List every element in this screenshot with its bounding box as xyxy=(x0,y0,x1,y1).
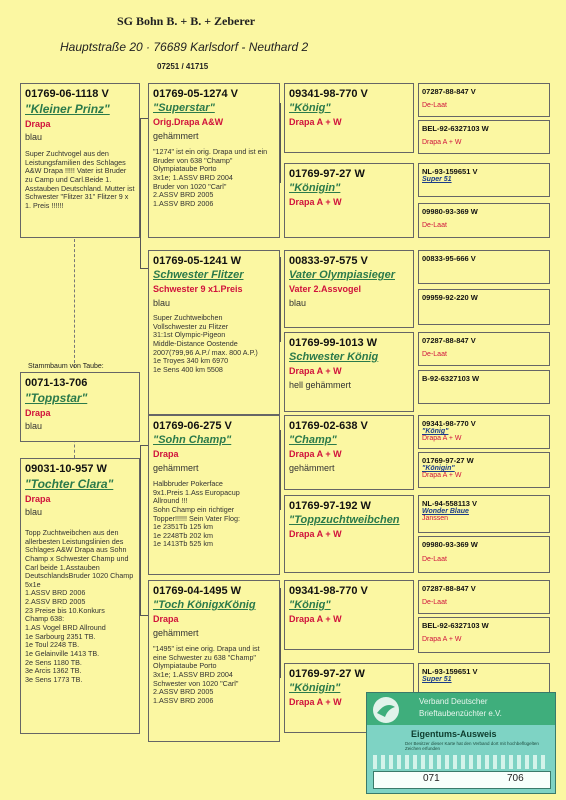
gen3-ring: 00833-97-575 V xyxy=(289,255,368,267)
sire-name: "Kleiner Prinz" xyxy=(25,102,110,116)
gen3-name: Vater Olympiasieger xyxy=(289,269,395,281)
gen2-name: "Superstar" xyxy=(153,102,215,114)
gen3-ring: 01769-97-192 W xyxy=(289,500,371,512)
gen3-name: "Königin" xyxy=(289,182,341,194)
gen2-text: Super Zuchtweibchen Vollschwester zu Flitzer 31:1st Olympic-Pigeon Middle-Distance Oostende 2007(799,96 A.P./ max. 800 A.P.) 1e Troyes 340 km 6970 1e Sens 400 km 5508 xyxy=(153,313,258,374)
gen3-color: hell gehämmert xyxy=(289,380,352,390)
dam-breed: Drapa xyxy=(25,494,51,504)
gen4-breed: De-Laat xyxy=(422,351,447,358)
gen4-breed: Drapa A + W xyxy=(422,435,462,442)
gen4-card xyxy=(418,250,550,284)
gen4-ring: 09341-98-770 V xyxy=(422,419,476,428)
gen3-card xyxy=(284,163,414,238)
gen2-breed: Orig.Drapa A&W xyxy=(153,117,224,127)
gen4-name: Super 51 xyxy=(422,176,452,183)
gen3-ring: 01769-97-27 W xyxy=(289,168,365,180)
dove-logo-icon xyxy=(371,695,401,725)
gen4-name: Super 51 xyxy=(422,676,452,683)
gen4-card xyxy=(418,536,550,573)
gen2-card xyxy=(148,250,280,415)
gen4-card xyxy=(418,203,550,238)
gen4-ring: BEL-92-6327103 W xyxy=(422,621,489,630)
card-org2: Brieftaubenzüchter e.V. xyxy=(419,709,502,718)
gen4-ring: 09980-93-369 W xyxy=(422,207,478,216)
gen2-ring: 01769-05-1274 V xyxy=(153,88,239,100)
ownership-card xyxy=(366,692,556,794)
gen3-breed: Drapa A + W xyxy=(289,449,342,459)
gen3-name: "König" xyxy=(289,599,331,611)
gen4-ring: NL-94-558113 V xyxy=(422,499,478,508)
pigeon-card xyxy=(20,372,140,442)
gen4-card xyxy=(418,163,550,197)
club-phone: 07251 / 41715 xyxy=(157,62,209,71)
gen2-card xyxy=(148,83,280,238)
gen3-color: gehämmert xyxy=(289,463,335,473)
gen4-ring: NL-93-159651 V xyxy=(422,667,478,676)
gen2-ring: 01769-06-275 V xyxy=(153,420,232,432)
gen4-breed: Drapa A + W xyxy=(422,636,462,643)
gen2-color: blau xyxy=(153,298,171,308)
gen2-color: gehämmert xyxy=(153,131,199,141)
gen3-card xyxy=(284,332,414,412)
gen2-card xyxy=(148,415,280,575)
gen3-name: "König" xyxy=(289,102,331,114)
gen3-breed: Drapa A + W xyxy=(289,117,342,127)
pigeon-breed: Drapa xyxy=(25,408,51,418)
gen2-ring: 01769-05-1241 W xyxy=(153,255,242,267)
gen4-breed: Janssen xyxy=(422,515,449,522)
gen4-breed: Drapa A + W xyxy=(422,139,462,146)
pigeon-name: "Toppstar" xyxy=(25,391,88,405)
gen3-ring: 01769-97-27 W xyxy=(289,668,365,680)
gen2-text: Halbbruder Pokerface 9x1.Preis 1.Ass Europacup Allround !!! Sohn Champ ein richtiger Topper!!!!!! Sein Vater Flog: 1e 2351Tb 125 km 1e 2248Tb 202 km 1e 1413Tb 525 km xyxy=(153,479,240,549)
gen4-card xyxy=(418,580,550,614)
gen4-card xyxy=(418,452,550,488)
gen4-breed: De-Laat xyxy=(422,102,447,109)
gen4-breed: De-Laat xyxy=(422,222,447,229)
pigeon-ring: 0071-13-706 xyxy=(25,377,88,389)
gen4-ring: 01769-97-27 W xyxy=(422,456,474,465)
gen3-breed: Drapa A + W xyxy=(289,529,342,539)
gen3-breed: Vater 2.Assvogel xyxy=(289,284,362,294)
gen4-ring: BEL-92-6327103 W xyxy=(422,124,489,133)
gen2-color: gehämmert xyxy=(153,628,199,638)
gen3-ring: 01769-02-638 V xyxy=(289,420,368,432)
gen4-ring: 00833-95-666 V xyxy=(422,254,476,263)
gen4-ring: 09980-93-369 W xyxy=(422,540,478,549)
gen3-color: blau xyxy=(289,298,307,308)
gen4-ring: 07287-88-847 V xyxy=(422,87,476,96)
gen2-ring: 01769-04-1495 W xyxy=(153,585,242,597)
sire-breed: Drapa xyxy=(25,119,51,129)
dam-ring: 09031-10-957 W xyxy=(25,463,107,475)
gen4-card xyxy=(418,495,550,533)
gen4-card xyxy=(418,83,550,117)
gen3-breed: Drapa A + W xyxy=(289,197,342,207)
gen4-name: "Königin" xyxy=(422,465,455,472)
gen4-card xyxy=(418,332,550,366)
sire-color: blau xyxy=(25,132,43,142)
gen4-card xyxy=(418,370,550,404)
gen4-card xyxy=(418,415,550,449)
pigeon-color: blau xyxy=(25,421,43,431)
gen2-breed: Drapa xyxy=(153,614,179,624)
gen3-name: "Königin" xyxy=(289,682,341,694)
dam-text: Topp Zuchtweibchen aus den allerbesten Leistungslinien des Schlages A&W Drapa aus Sohn Champ x Schwester Champ und Carl beide 1.Asstauben DeutschlandsBruder 1020 Champ 5x1e 1.ASSV BRD 2006 2.ASSV BRD 2005 23 Preise bis 10.Konkurs Champ 638: 1.AS Vogel BRD Allround 1e Sarbourg 2351 TB. 1e Toul 2248 TB. 1e Gelainville 1413 TB. 2e Sens 1180 TB. 3e Arcis 1362 TB. 3e Sens 1773 TB. xyxy=(25,528,134,684)
gen4-card xyxy=(418,663,550,693)
card-title: Eigentums-Ausweis xyxy=(411,729,497,739)
gen4-card xyxy=(418,289,550,325)
gen2-breed: Schwester 9 x1.Preis xyxy=(153,284,243,294)
gen3-card xyxy=(284,495,414,573)
gen2-text: "1495" ist eine orig. Drapa und ist eine Schwester zu 638 "Champ" Olympiataube Porto 3x1e; 1.ASSV BRD 2004 Schwester von 1020 "Carl" 2.ASSV BRD 2005 1.ASSV BRD 2006 xyxy=(153,644,260,705)
gen3-name: "Champ" xyxy=(289,434,337,446)
gen4-breed: De-Laat xyxy=(422,556,447,563)
sire-card xyxy=(20,83,140,238)
card-small-text: Der Besitzer dieser Karte hat den Verband dort mit hochbeflügelten Zeichen erfunden xyxy=(405,741,539,752)
dam-card xyxy=(20,458,140,734)
card-number-1: 071 xyxy=(423,773,440,784)
gen2-color: gehämmert xyxy=(153,463,199,473)
gen2-breed: Drapa xyxy=(153,449,179,459)
gen3-card xyxy=(284,415,414,490)
gen3-ring: 09341-98-770 V xyxy=(289,88,368,100)
gen3-name: "Toppzuchtweibchen xyxy=(289,514,400,526)
gen4-card xyxy=(418,617,550,653)
pedigree-label: Stammbaum von Taube: xyxy=(28,363,104,370)
gen3-breed: Drapa A + W xyxy=(289,366,342,376)
gen3-ring: 09341-98-770 V xyxy=(289,585,368,597)
gen2-text: "1274" ist ein orig. Drapa und ist ein Bruder von 638 "Champ" Olympiataube Porto 3x1e; 1.ASSV BRD 2004 Bruder von 1020 "Carl" 2.ASSV BRD 2005 1.ASSV BRD 2006 xyxy=(153,147,268,208)
gen2-name: Schwester Flitzer xyxy=(153,269,244,281)
gen3-card xyxy=(284,83,414,153)
club-name: SG Bohn B. + B. + Zeberer xyxy=(117,14,256,28)
card-number-2: 706 xyxy=(507,773,524,784)
gen2-name: "Sohn Champ" xyxy=(153,434,232,446)
gen4-ring: 07287-88-847 V xyxy=(422,584,476,593)
sire-ring: 01769-06-1118 V xyxy=(25,88,109,100)
gen3-breed: Drapa A + W xyxy=(289,697,342,707)
dam-color: blau xyxy=(25,507,43,517)
gen4-ring: B-92-6327103 W xyxy=(422,374,480,383)
club-address: Hauptstraße 20 · 76689 Karlsdorf - Neuthard 2 xyxy=(60,40,309,54)
gen4-ring: 07287-88-847 V xyxy=(422,336,476,345)
card-org1: Verband Deutscher xyxy=(419,697,488,706)
gen4-breed: Drapa A + W xyxy=(422,472,462,479)
gen4-name: Wonder Blaue xyxy=(422,508,469,515)
gen4-breed: De-Laat xyxy=(422,599,447,606)
gen3-card xyxy=(284,250,414,328)
gen3-ring: 01769-99-1013 W xyxy=(289,337,378,349)
gen4-name: "König" xyxy=(422,428,449,435)
gen2-card xyxy=(148,580,280,742)
gen3-name: Schwester König xyxy=(289,351,379,363)
gen4-card xyxy=(418,120,550,154)
gen3-breed: Drapa A + W xyxy=(289,614,342,624)
gen2-name: "Toch KönigxKönig xyxy=(153,599,256,611)
gen4-ring: NL-93-159651 V xyxy=(422,167,478,176)
gen3-card xyxy=(284,580,414,650)
gen4-ring: 09959-92-220 W xyxy=(422,293,478,302)
dam-name: "Tochter Clara" xyxy=(25,477,114,491)
sire-text: Super Zuchtvogel aus den Leistungsfamilien des Schlages A&W Drapa !!!!! Vater ist Bruder zu Camp und Carl.Beide 1. Asstauben Deutschland. Mutter ist Schwester "Flitzer 31" Flitzer 9 x 1. Preis !!!!!! xyxy=(25,149,135,210)
